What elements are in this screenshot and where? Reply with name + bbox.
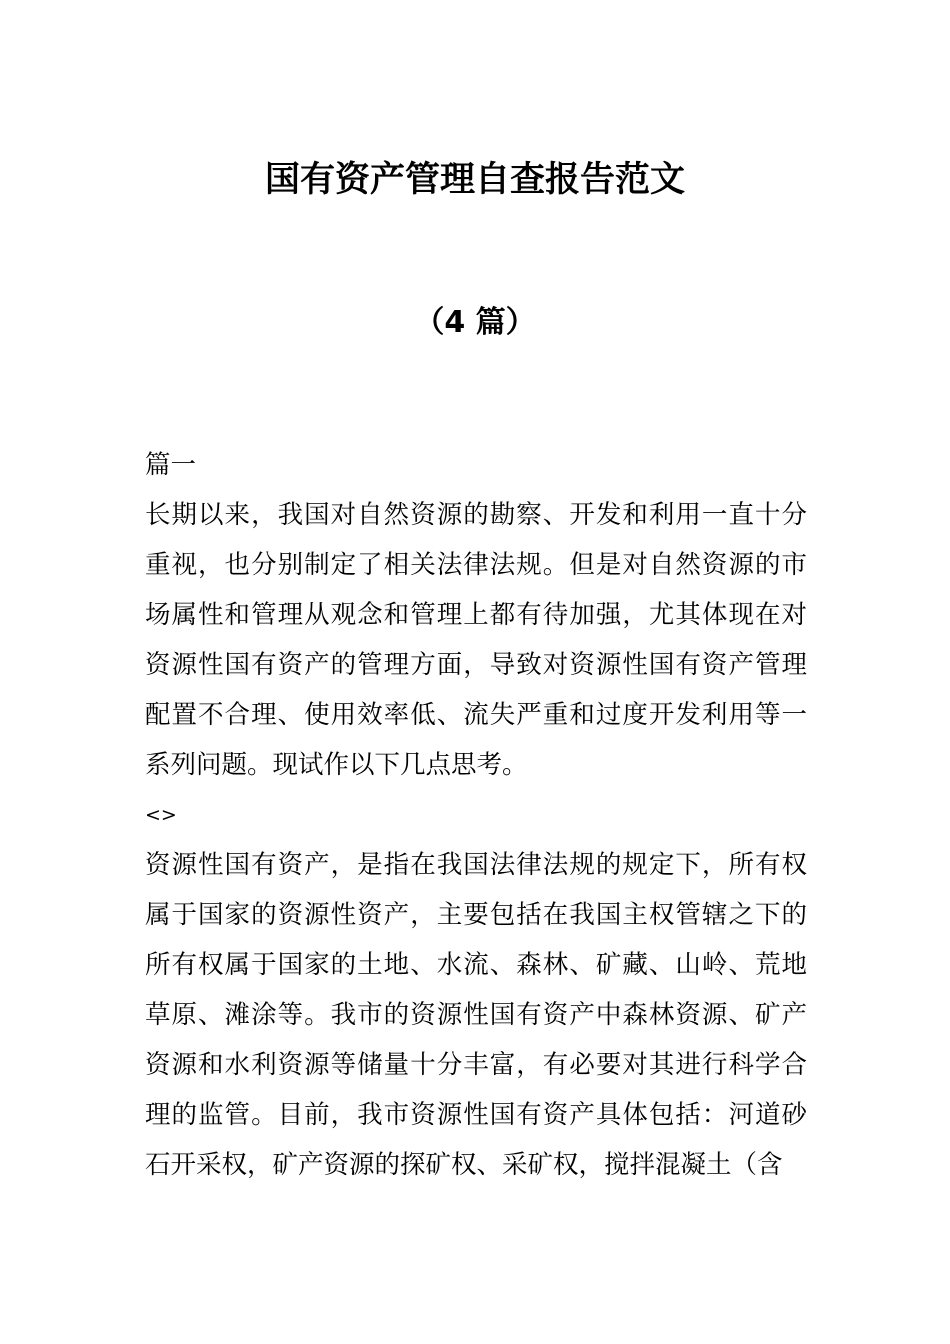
paragraph-intro: 长期以来，我国对自然资源的勘察、开发和利用一直十分重视，也分别制定了相关法律法规。但是对自然资源的市场属性和管理从观念和管理上都有待加强，尤其体现在对资源性国有资产的管理方面，导致对资源性国有资产管理配置不合理、使用效率低、流失严重和过度开发利用等一系列问题。现试作以下几点思考。 <box>145 500 807 780</box>
section-heading: 篇一 <box>145 450 197 480</box>
document-title: 国有资产管理自查报告范文 <box>264 160 685 200</box>
document-subtitle: （4 篇） <box>414 305 536 340</box>
section-marker: <> <box>145 804 177 826</box>
document-body <box>145 440 807 1190</box>
paragraph-definition: 资源性国有资产，是指在我国法律法规的规定下，所有权属于国家的资源性资产，主要包括在我国主权管辖之下的所有权属于国家的土地、水流、森林、矿藏、山岭、荒地草原、滩涂等。我市的资源性国有资产中森林资源、矿产资源和水利资源等储量十分丰富，有必要对其进行科学合理的监管。目前，我市资源性国有资产具体包括：河道砂石开采权，矿产资源的探矿权、采矿权，搅拌混凝土（含 <box>145 850 807 1180</box>
